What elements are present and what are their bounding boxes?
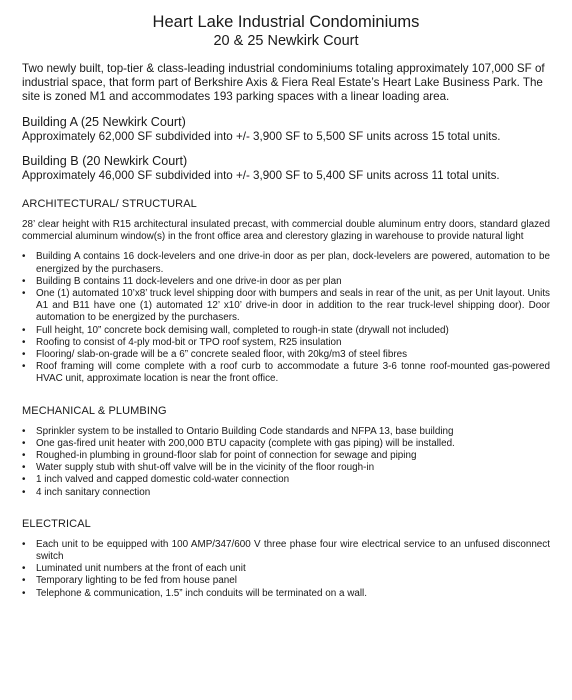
bullet-icon: • bbox=[22, 425, 26, 437]
list-item bbox=[22, 325, 550, 337]
list-item bbox=[22, 563, 550, 575]
electrical-list bbox=[22, 539, 550, 600]
bullet-icon: • bbox=[22, 486, 26, 498]
bullet-icon: • bbox=[22, 336, 26, 348]
list-item-text: Roof framing will come complete with a roof curb to accommodate a future 3-6 tonne roof-mounted gas-powered HVAC unit, approximate location is near the front office. bbox=[36, 361, 550, 385]
list-item-text: Telephone & communication, 1.5” inch conduits will be terminated on a wall. bbox=[36, 587, 367, 599]
document-title: Heart Lake Industrial Condominiums bbox=[152, 13, 420, 31]
list-item-text: 1 inch valved and capped domestic cold-water connection bbox=[36, 474, 290, 486]
building-b-description: Approximately 46,000 SF subdivided into +/- 3,900 SF to 5,400 SF units across 11 total units. bbox=[22, 168, 500, 182]
bullet-icon: • bbox=[22, 324, 26, 336]
bullet-icon: • bbox=[22, 275, 26, 287]
list-item bbox=[22, 474, 550, 486]
list-item-text: Each unit to be equipped with 100 AMP/347/600 V three phase four wire electrical service to an unfused disconnect switch bbox=[36, 538, 550, 563]
building-b-heading: Building B (20 Newkirk Court) bbox=[22, 153, 188, 168]
list-item bbox=[22, 539, 550, 563]
list-item bbox=[22, 462, 550, 474]
list-item-text: One (1) automated 10’x8’ truck level shipping door with bumpers and seals in rear of the unit, as per Unit layout. Units A1 and B11 have one (1) automated 12’ x10’ drive-in door in addition to the rear truck-level shipping door). Door automation to be energized by the purchasers. bbox=[36, 288, 550, 324]
bullet-icon: • bbox=[22, 437, 26, 449]
bullet-icon: • bbox=[22, 538, 26, 550]
architectural-list bbox=[22, 251, 550, 385]
list-item-text: One gas-fired unit heater with 200,000 BTU capacity (complete with gas piping) will be installed. bbox=[36, 437, 455, 449]
list-item-text: Sprinkler system to be installed to Ontario Building Code standards and NFPA 13, base building bbox=[36, 425, 454, 437]
bullet-icon: • bbox=[22, 251, 26, 263]
building-a-heading: Building A (25 Newkirk Court) bbox=[22, 114, 186, 129]
mechanical-list bbox=[22, 426, 550, 499]
bullet-icon: • bbox=[22, 563, 26, 575]
list-item-text: Building B contains 11 dock-levelers and one drive-in door as per plan bbox=[36, 275, 342, 287]
list-item-text: 4 inch sanitary connection bbox=[36, 486, 151, 498]
list-item bbox=[22, 276, 550, 288]
list-item-text: Roofing to consist of 4-ply mod-bit or TPO roof system, R25 insulation bbox=[36, 336, 342, 348]
list-item-text: Roughed-in plumbing in ground-floor slab for point of connection for sewage and piping bbox=[36, 450, 417, 462]
bullet-icon: • bbox=[22, 450, 26, 462]
list-item bbox=[22, 361, 550, 385]
bullet-icon: • bbox=[22, 474, 26, 486]
bullet-icon: • bbox=[22, 462, 26, 474]
bullet-icon: • bbox=[22, 587, 26, 599]
list-item-text: Flooring/ slab-on-grade will be a 6” concrete sealed floor, with 20kg/m3 of steel fibres bbox=[36, 349, 408, 361]
bullet-icon: • bbox=[22, 361, 26, 373]
building-a-description: Approximately 62,000 SF subdivided into +/- 3,900 SF to 5,500 SF units across 15 total units. bbox=[22, 129, 501, 143]
building-b-block bbox=[22, 154, 550, 183]
list-item bbox=[22, 438, 550, 450]
list-item bbox=[22, 588, 550, 600]
list-item bbox=[22, 487, 550, 499]
architectural-heading: ARCHITECTURAL/ STRUCTURAL bbox=[22, 198, 197, 211]
list-item bbox=[22, 337, 550, 349]
intro-paragraph: Two newly built, top-tier & class-leading industrial condominiums totaling approximately 107,000 SF of industrial space, that form part of Berkshire Axis & Fiera Real Estate’s Heart Lake Business Park. The site is zoned M1 and accommodates 193 parking spaces with a linear loading area. bbox=[22, 62, 545, 104]
list-item bbox=[22, 251, 550, 275]
list-item-text: Luminated unit numbers at the front of each unit bbox=[36, 563, 246, 575]
electrical-heading: ELECTRICAL bbox=[22, 517, 91, 530]
bullet-icon: • bbox=[22, 288, 26, 300]
document-subtitle: 20 & 25 Newkirk Court bbox=[213, 33, 359, 49]
list-item-text: Full height, 10” concrete bock demising wall, completed to rough-in state (drywall not included) bbox=[36, 324, 449, 336]
list-item-text: Water supply stub with shut-off valve will be in the vicinity of the floor rough-in bbox=[36, 462, 375, 474]
bullet-icon: • bbox=[22, 575, 26, 587]
bullet-icon: • bbox=[22, 349, 26, 361]
list-item-text: Temporary lighting to be fed from house panel bbox=[36, 575, 237, 587]
list-item bbox=[22, 288, 550, 325]
mechanical-heading: MECHANICAL & PLUMBING bbox=[22, 404, 167, 417]
list-item bbox=[22, 426, 550, 438]
list-item bbox=[22, 450, 550, 462]
building-a-block bbox=[22, 115, 550, 144]
list-item bbox=[22, 575, 550, 587]
list-item bbox=[22, 349, 550, 361]
list-item-text: Building A contains 16 dock-levelers and one drive-in door as per plan, dock-levelers are powered, automation to be energized by the purchasers. bbox=[36, 251, 550, 275]
architectural-paragraph: 28’ clear height with R15 architectural insulated precast, with commercial double aluminum entry doors, standard glazed commercial aluminum window(s) in the front office area and clerestory glazing in warehouse to provide natural light bbox=[22, 219, 550, 243]
